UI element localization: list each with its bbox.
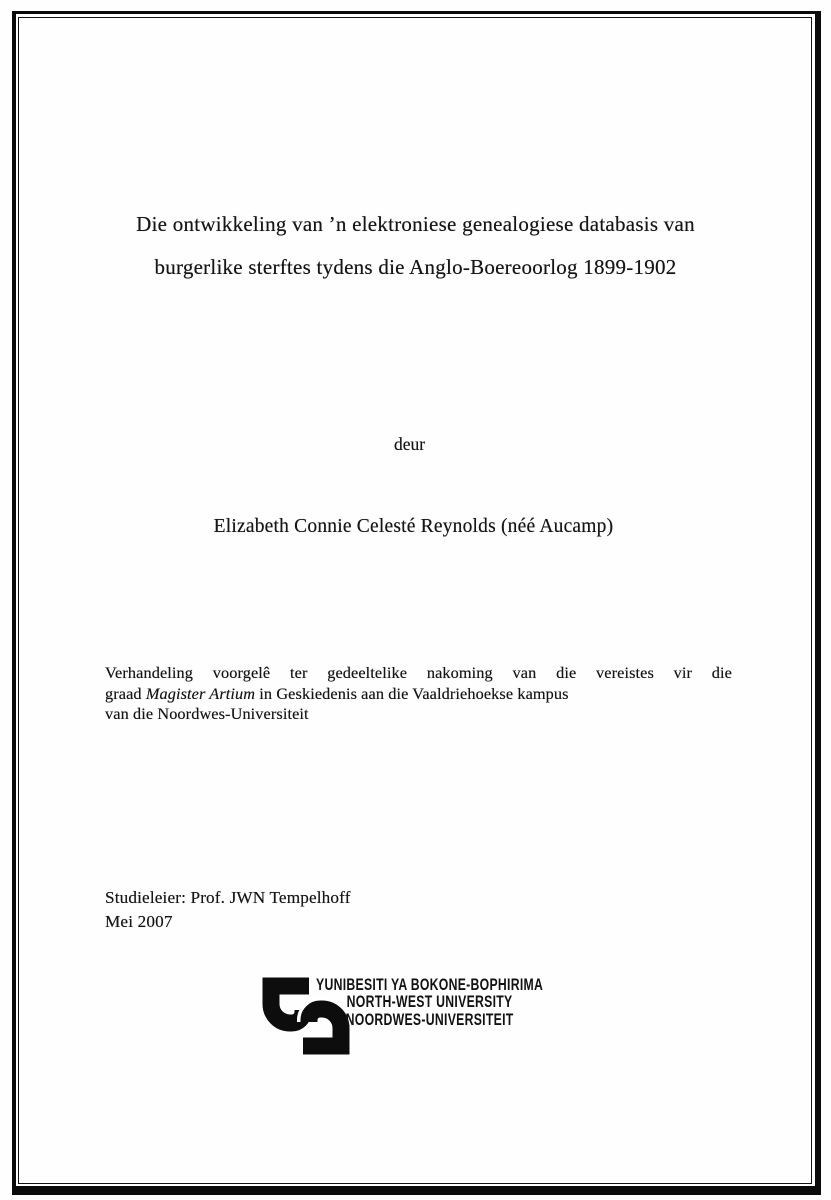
university-name-english: NORTH-WEST UNIVERSITY xyxy=(346,992,513,1012)
degree-name: Magister Artium xyxy=(145,683,256,703)
author-name: Elizabeth Connie Celesté Reynolds (néé Aucamp) xyxy=(213,516,614,537)
byline: deur xyxy=(393,434,426,454)
university-name-afrikaans: NOORDWES-UNIVERSITEIT xyxy=(345,1009,514,1029)
submission-line2-post: in Geskiedenis aan die Vaaldriehoekse kampus xyxy=(255,683,569,703)
university-logo-text xyxy=(316,976,543,1028)
supervisor-line: Studieleier: Prof. JWN Tempelhoff xyxy=(105,888,351,907)
submission-line2 xyxy=(105,684,732,705)
thesis-title xyxy=(60,203,771,289)
submission-line1: Verhandeling voorgelê ter gedeeltelike nakoming van die vereistes vir die xyxy=(105,663,732,682)
submission-statement xyxy=(105,663,732,725)
submission-line3: van die Noordwes-Universiteit xyxy=(105,704,309,724)
thesis-title-line1: Die ontwikkeling van ’n elektroniese genealogiese databasis van xyxy=(136,212,695,236)
university-name-setswana: YUNIBESITI YA BOKONE-BOPHIRIMA xyxy=(316,975,544,994)
submission-line2-pre: graad xyxy=(105,683,146,703)
thesis-title-line2: burgerlike sterftes tydens die Anglo-Boereoorlog 1899-1902 xyxy=(154,255,677,279)
supervisor-date-block xyxy=(105,886,351,933)
date-line: Mei 2007 xyxy=(105,911,173,931)
